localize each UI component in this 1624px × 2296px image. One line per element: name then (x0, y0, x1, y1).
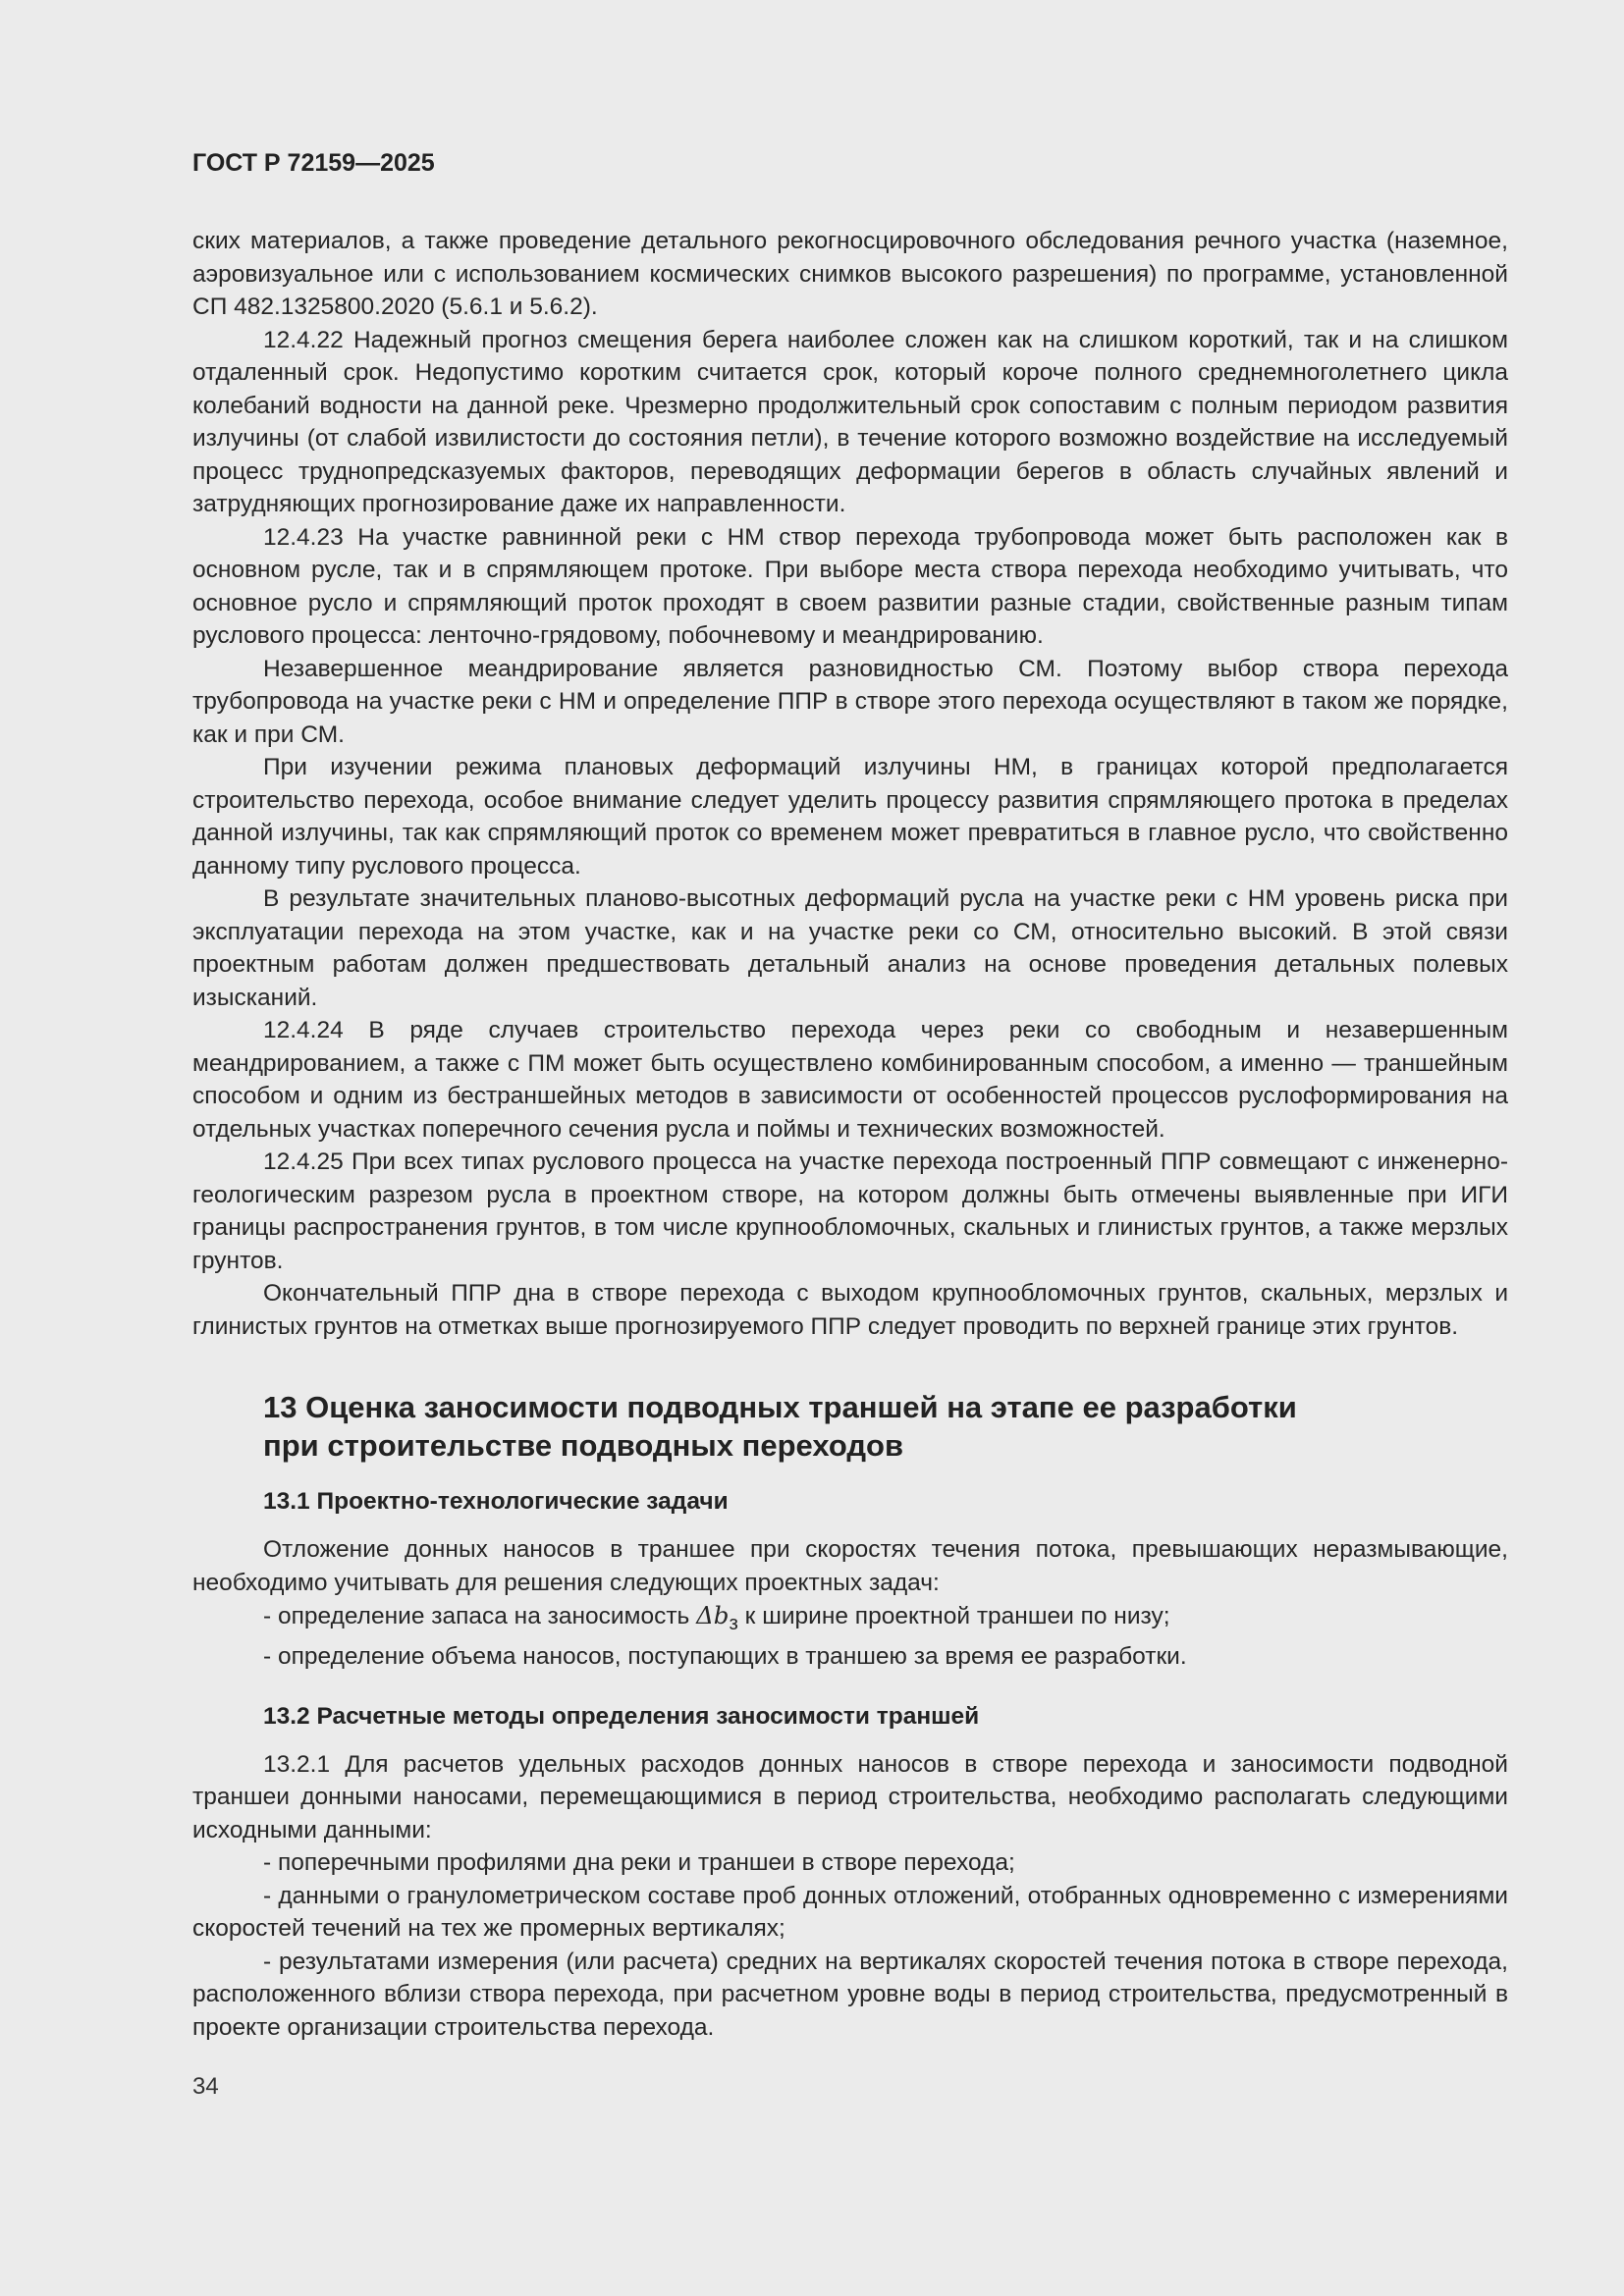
paragraph-12-4-24: 12.4.24 В ряде случаев строительство перехода через реки со свободным и незавершенным меандрированием, а также с ПМ может быть осуществлено комбинированным способом, а именно — траншейным способом и одним из бестраншейных методов в зависимости от особенностей процессов руслоформирования на отдельных участках поперечного сечения русла и поймы и технических возможностей. (192, 1017, 1508, 1143)
paragraph-incomplete-meandering: Незавершенное меандрирование является разновидностью СМ. Поэтому выбор створа перехода трубопровода на участке реки с НМ и определение ППР в створе этого перехода осуществляют в таком же порядке, как и при СМ. (192, 655, 1508, 748)
paragraph-12-4-23: 12.4.23 На участке равнинной реки с НМ створ перехода трубопровода может быть расположен как в основном русле, так и в спрямляющем протоке. При выборе места створа перехода необходимо учитывать, что основное русло и спрямляющий проток проходят в своем развитии разные стадии, свойственные разным типам руслового процесса: ленточно-грядовому, побочневому и меандрированию. (192, 523, 1508, 649)
paragraph-final-ppr: Окончательный ППР дна в створе перехода с выходом крупнообломочных грунтов, скальных, мерзлых и глинистых грунтов на отметках выше прогнозируемого ППР следует проводить по верхней границе этих грунтов. (192, 1280, 1508, 1340)
subsection-13-2-heading: 13.2 Расчетные методы определения заносимости траншей (263, 1702, 980, 1730)
delta-b-symbol: Δb (696, 1601, 730, 1629)
paragraph-planned-deformations: При изучении режима плановых деформаций излучины НМ, в границах которой предполагается строительство перехода, особое внимание следует уделить процессу развития спрямляющего протока в пределах данной излучины, так как спрямляющий проток со временем может превратиться в главное русло, что свойственно данному типу руслового процесса. (192, 754, 1508, 880)
list-item-reserve (192, 1599, 1508, 1640)
list-item-profiles: - поперечными профилями дна реки и траншеи в створе перехода; (263, 1849, 1015, 1877)
delta-b-subscript: з (729, 1612, 738, 1634)
document-id-header: ГОСТ Р 72159—2025 (192, 149, 435, 177)
paragraph-12-4-22: 12.4.22 Надежный прогноз смещения берега наиболее сложен как на слишком короткий, так и на слишком отдаленный срок. Недопустимо коротким считается срок, который короче полного среднемноголетнего цикла колебаний водности на данной реке. Чрезмерно продолжительный срок сопоставим с полным периодом развития излучины (от слабой извилистости до состояния петли), в течение которого возможно воздействие на исследуемый процесс труднопредсказуемых факторов, переводящих деформации берегов в область случайных явлений и затрудняющих прогнозирование даже их направленности. (192, 326, 1508, 517)
list-item-reserve-text-end: к ширине проектной траншеи по низу; (737, 1603, 1170, 1629)
section-13-heading-line2: при строительстве подводных переходов (263, 1428, 904, 1463)
list-item-velocities: - результатами измерения (или расчета) средних на вертикалях скоростей течения потока в створе перехода, расположенного вблизи створа перехода, при расчетном уровне воды в период строительства, предусмотренный в проекте организации строительства перехода. (192, 1948, 1508, 2041)
paragraph-risk-level: В результате значительных планово-высотных деформаций русла на участке реки с НМ уровень риска при эксплуатации перехода на этом участке, как и на участке реки со СМ, относительно высокий. В этой связи проектным работам должен предшествовать детальный анализ на основе проведения детальных полевых изысканий. (192, 885, 1508, 1011)
subsection-13-1-intro: Отложение донных наносов в траншее при скоростях течения потока, превышающих неразмывающие, необходимо учитывать для решения следующих проектных задач: (192, 1536, 1508, 1596)
list-item-volume: - определение объема наносов, поступающих в траншею за время ее разработки. (263, 1643, 1187, 1671)
list-item-reserve-text-start: - определение запаса на заносимость (263, 1603, 697, 1629)
paragraph-13-2-1: 13.2.1 Для расчетов удельных расходов донных наносов в створе перехода и заносимости подводной траншеи донными наносами, перемещающимися в период строительства, необходимо располагать следующими исходными данными: (192, 1750, 1508, 1843)
section-13-heading (263, 1388, 1343, 1465)
section-13-heading-line1: 13 Оценка заносимости подводных траншей на этапе ее разработки (263, 1390, 1297, 1424)
document-body (192, 225, 1508, 2044)
list-item-granulometry: - данными о гранулометрическом составе проб донных отложений, отобранных одновременно с измерениями скоростей течений на тех же промерных вертикалях; (192, 1882, 1508, 1943)
paragraph-12-4-25: 12.4.25 При всех типах руслового процесса на участке перехода построенный ППР совмещают с инженерно-геологическим разрезом русла в проектном створе, на котором должны быть отмечены выявленные при ИГИ границы распространения грунтов, в том числе крупнообломочных, скальных и глинистых грунтов, а также мерзлых грунтов. (192, 1148, 1508, 1274)
paragraph-continuation: ских материалов, а также проведение детального рекогносцировочного обследования речного участка (наземное, аэровизуальное или с использованием космических снимков высокого разрешения) по программе, установленной СП 482.1325800.2020 (5.6.1 и 5.6.2). (192, 228, 1508, 320)
page-number: 34 (192, 2073, 219, 2100)
subsection-13-1-heading: 13.1 Проектно-технологические задачи (263, 1488, 729, 1515)
